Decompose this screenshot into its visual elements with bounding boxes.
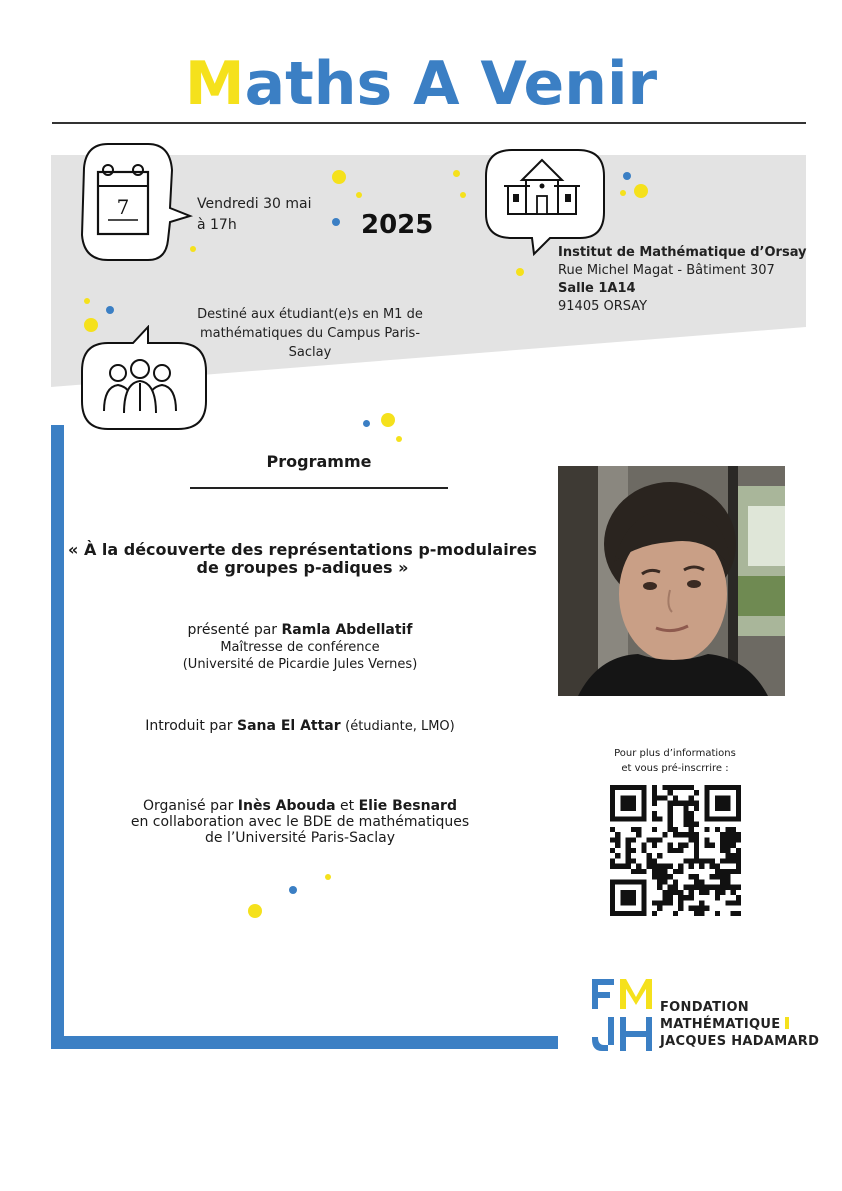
qr-code[interactable] bbox=[610, 785, 741, 916]
org-line2: en collaboration avec le BDE de mathématiques bbox=[130, 814, 470, 830]
title-divider bbox=[52, 122, 806, 124]
intro-name: Sana El Attar bbox=[237, 718, 341, 734]
title-rest: aths A Venir bbox=[244, 49, 658, 119]
audience-line2: mathématiques du Campus Paris-Saclay bbox=[199, 326, 421, 360]
logo-yellow-bar bbox=[785, 1017, 789, 1029]
logo-line3: JACQUES HADAMARD bbox=[660, 1034, 820, 1049]
intro-prefix: Introduit par bbox=[145, 718, 233, 734]
audience-text bbox=[180, 305, 440, 362]
speaker-prefix: présenté par bbox=[187, 622, 278, 638]
speaker-affiliation: (Université de Picardie Jules Vernes) bbox=[182, 657, 418, 672]
logo-line2: MATHÉMATIQUE bbox=[660, 1017, 781, 1032]
speaker-role: Maîtresse de conférence bbox=[220, 640, 380, 655]
speaker-photo bbox=[558, 466, 785, 696]
audience-line1: Destiné aux étudiant(e)s en M1 de bbox=[197, 307, 423, 322]
location-institute: Institut de Mathématique d’Orsay bbox=[558, 245, 807, 260]
org-name1: Inès Abouda bbox=[237, 798, 336, 814]
org-prefix: Organisé par bbox=[143, 798, 234, 814]
logo-line1: FONDATION bbox=[660, 1000, 749, 1015]
frame-left bbox=[51, 425, 64, 1049]
intro-line bbox=[80, 718, 520, 734]
event-time: à 17h bbox=[197, 217, 237, 233]
qr-caption-line1: Pour plus d’informations bbox=[614, 748, 736, 759]
location-city: 91405 ORSAY bbox=[558, 299, 648, 314]
organizers-block bbox=[80, 798, 520, 846]
location-street: Rue Michel Magat - Bâtiment 307 bbox=[558, 263, 775, 278]
title-first-letter: M bbox=[184, 49, 245, 119]
intro-suffix: (étudiante, LMO) bbox=[345, 719, 455, 734]
calendar-number: 7 bbox=[116, 195, 130, 219]
speaker-block bbox=[140, 622, 460, 673]
event-day: Vendredi 30 mai bbox=[197, 196, 312, 212]
programme-divider bbox=[190, 487, 448, 489]
speaker-name: Ramla Abdellatif bbox=[281, 622, 413, 638]
talk-title bbox=[60, 541, 545, 577]
building-icon bbox=[482, 146, 610, 256]
fmjh-logo-icon bbox=[588, 975, 656, 1055]
programme-heading: Programme bbox=[266, 452, 372, 471]
location-room: Salle 1A14 bbox=[558, 281, 636, 296]
talk-title-line2: de groupes p-adiques » bbox=[196, 558, 409, 577]
calendar-icon bbox=[78, 140, 198, 265]
org-line3: de l’Université Paris-Saclay bbox=[205, 830, 395, 846]
page-title bbox=[0, 44, 842, 124]
event-year: 2025 bbox=[361, 210, 434, 240]
talk-title-line1: « À la découverte des représentations p-modulaires bbox=[68, 540, 537, 559]
frame-bottom bbox=[51, 1036, 558, 1049]
qr-caption-line2: et vous pré-inscrrire : bbox=[621, 763, 729, 774]
qr-caption bbox=[590, 746, 760, 776]
org-name2: Elie Besnard bbox=[358, 798, 457, 814]
fmjh-logo-text bbox=[660, 999, 819, 1050]
org-conj: et bbox=[340, 798, 355, 814]
